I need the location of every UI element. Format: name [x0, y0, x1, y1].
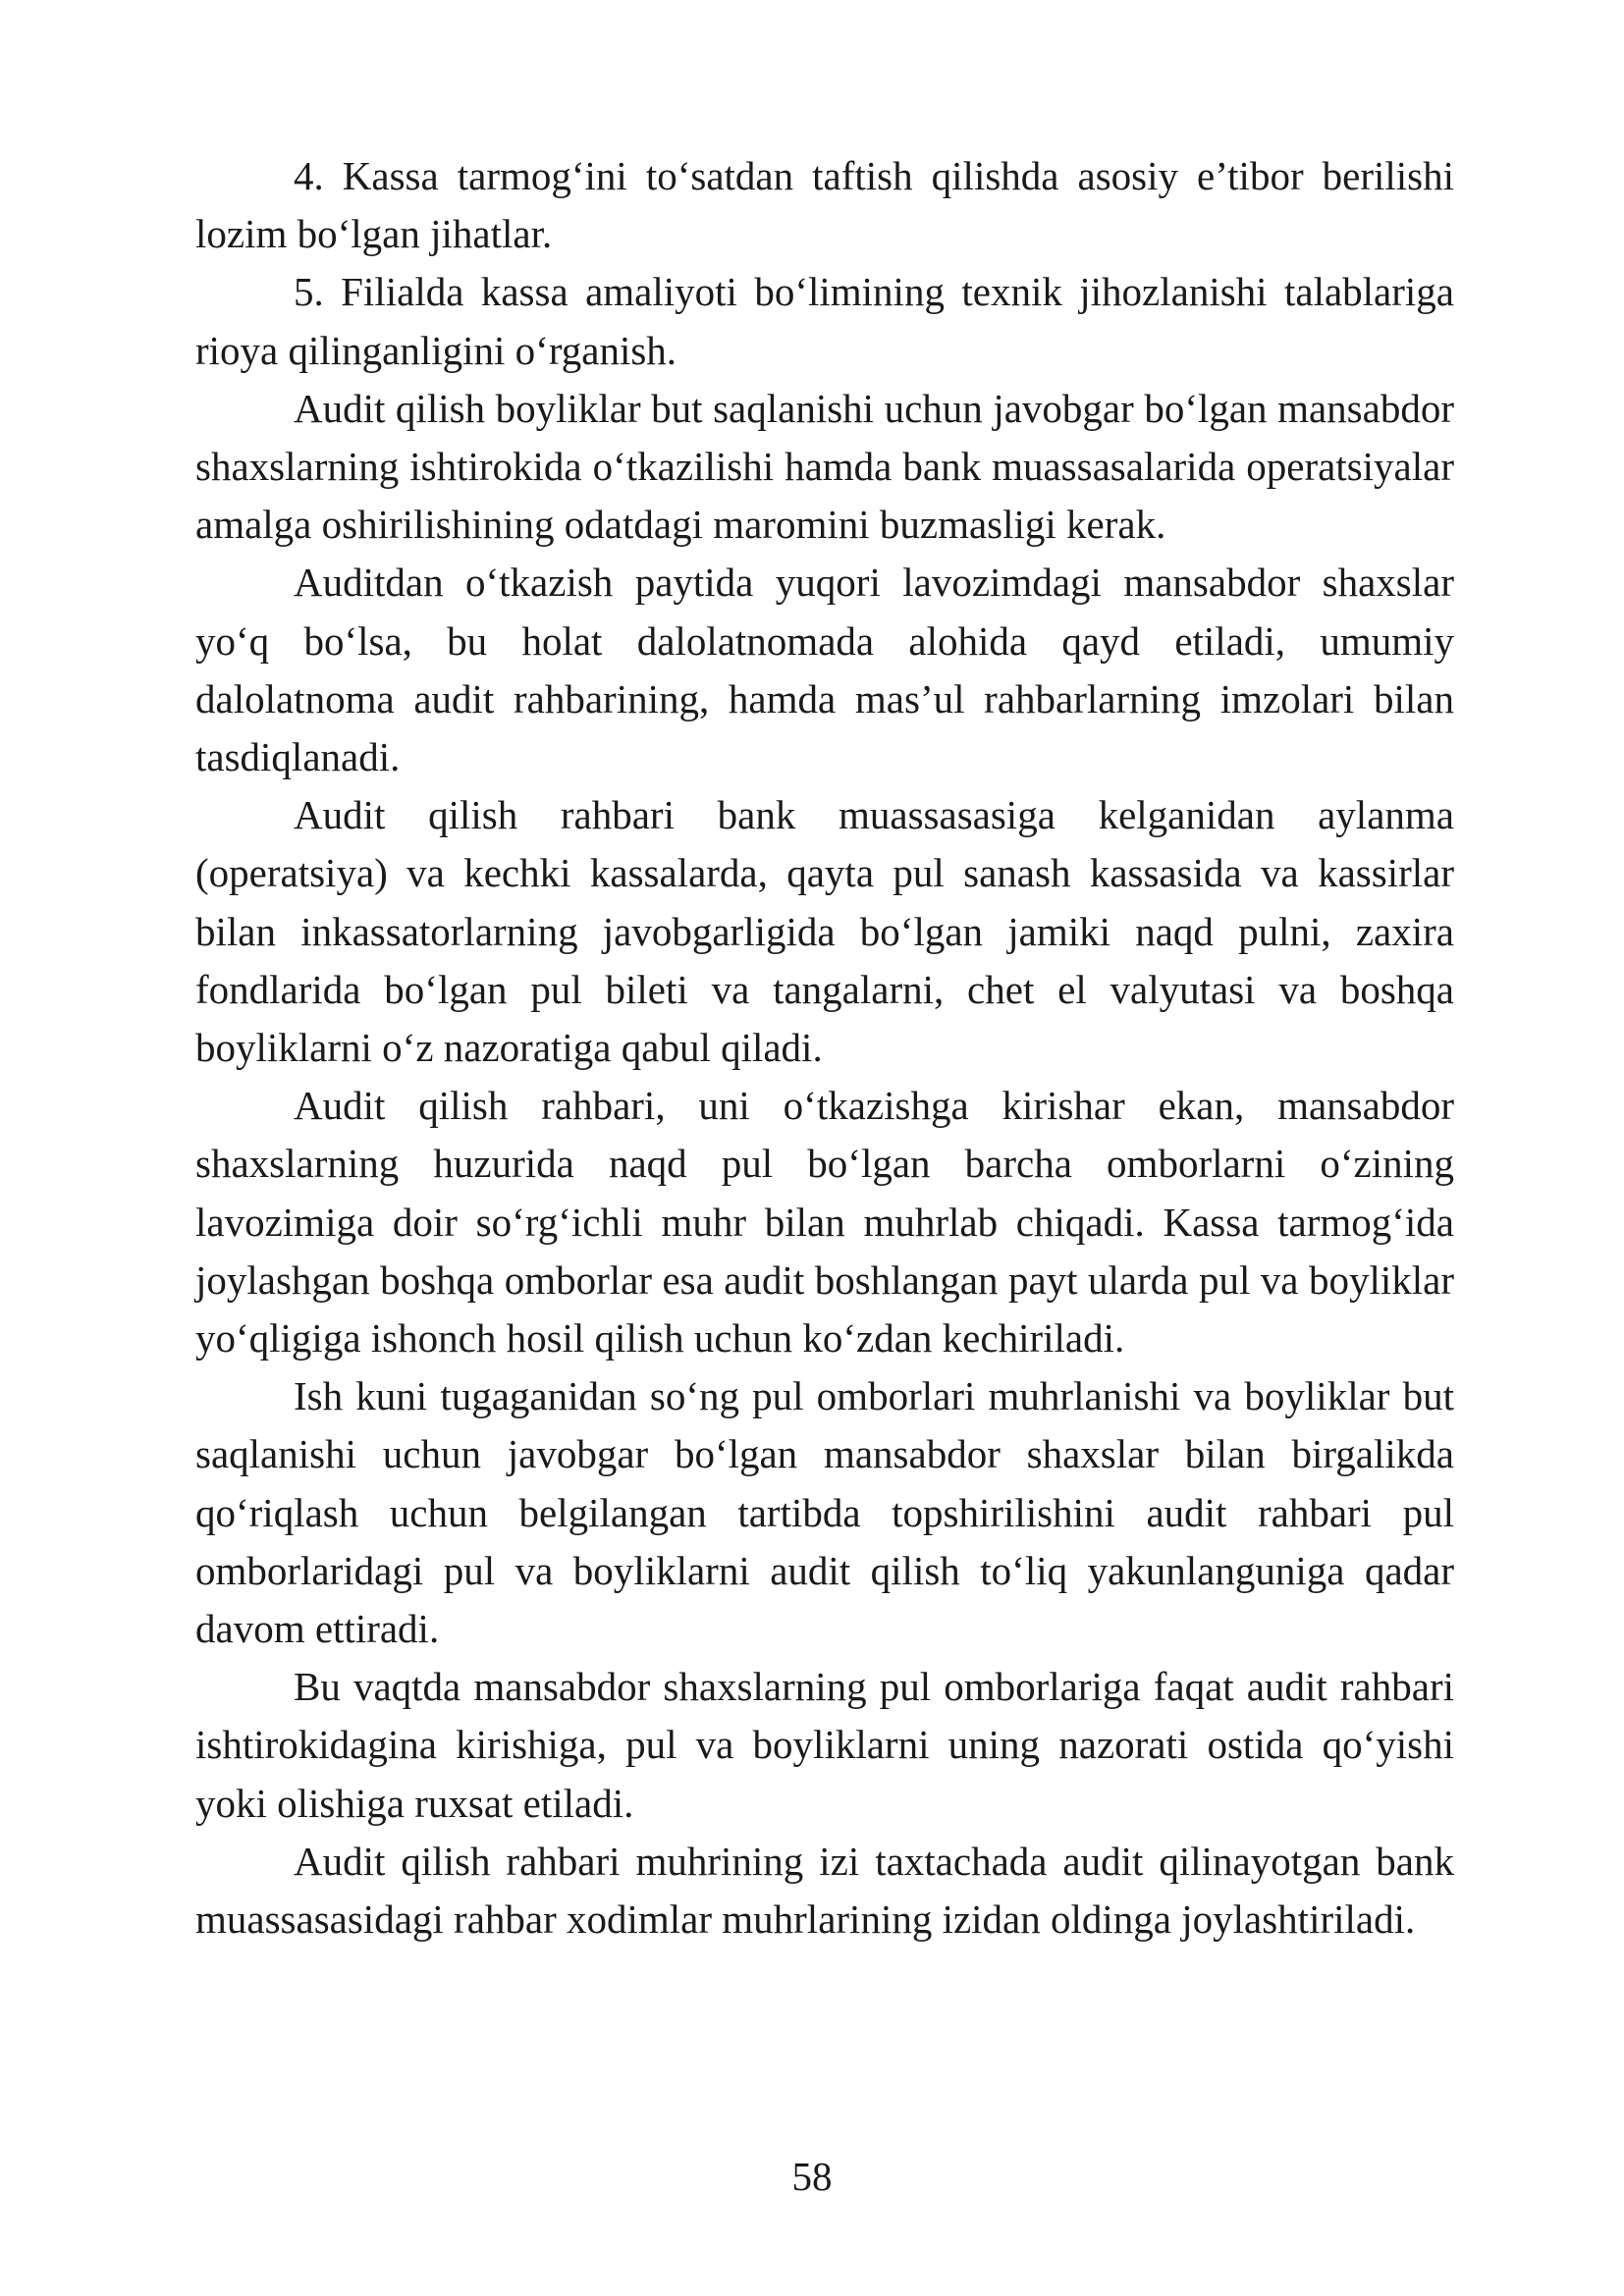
page-body [195, 147, 1454, 1949]
body-paragraph: Bu vaqtda mansabdor shaxslarning pul omborlariga faqat audit rahbari ishtirokidagina kirishiga, pul va boyliklarni uning nazorati ostida qo‘yishi yoki olishiga ruxsat etiladi. [195, 1664, 1454, 1826]
body-paragraph: Ish kuni tugaganidan so‘ng pul omborlari muhrlanishi va boyliklar but saqlanishi uchun javobgar bo‘lgan mansabdor shaxslar bilan birgalikda qo‘riqlash uchun belgilangan tartibda topshirilishini audit rahbari pul omborlaridagi pul va boyliklarni audit qilish to‘liq yakunlanguniga qadar davom ettiradi. [195, 1373, 1454, 1652]
body-paragraph: Audit qilish boyliklar but saqlanishi uchun javobgar bo‘lgan mansabdor shaxslarning ishtirokida o‘tkazilishi hamda bank muassasalarida operatsiyalar amalga oshirilishining odatdagi maromini buzmasligi kerak. [195, 385, 1454, 548]
body-paragraph: Audit qilish rahbari muhrining izi taxtachada audit qilinayotgan bank muassasasidagi rahbar xodimlar muhrlarining izidan oldinga joylashtiriladi. [195, 1838, 1454, 1943]
body-paragraph: Auditdan o‘tkazish paytida yuqori lavozimdagi mansabdor shaxslar yo‘q bo‘lsa, bu holat dalolatnomada alohida qayd etiladi, umumiy dalolatnoma audit rahbarining, hamda mas’ul rahbarlarning imzolari bilan tasdiqlanadi. [195, 560, 1454, 780]
list-item-4: 4. Kassa tarmog‘ini to‘satdan taftish qilishda asosiy e’tibor berilishi lozim bo‘lgan jihatlar. [195, 153, 1454, 257]
body-paragraph: Audit qilish rahbari, uni o‘tkazishga kirishar ekan, mansabdor shaxslarning huzurida naqd pul bo‘lgan barcha omborlarni o‘zining lavozimiga doir so‘rg‘ichli muhr bilan muhrlab chiqadi. Kassa tarmog‘ida joylashgan boshqa omborlar esa audit boshlangan payt ularda pul va boyliklar yo‘qligiga ishonch hosil qilish uchun ko‘zdan kechiriladi. [195, 1083, 1454, 1362]
body-paragraph: Audit qilish rahbari bank muassasasiga kelganidan aylanma (operatsiya) va kechki kassalarda, qayta pul sanash kassasida va kassirlar bilan inkassatorlarning javobgarligida bo‘lgan jamiki naqd pulni, zaxira fondlarida bo‘lgan pul bileti va tangalarni, chet el valyutasi va boshqa boyliklarni o‘z nazoratiga qabul qiladi. [195, 792, 1454, 1071]
page-number: 58 [791, 2154, 833, 2199]
list-item-5: 5. Filialda kassa amaliyoti bo‘limining texnik jihozlanishi talablariga rioya qilinganligini o‘rganish. [195, 269, 1454, 373]
